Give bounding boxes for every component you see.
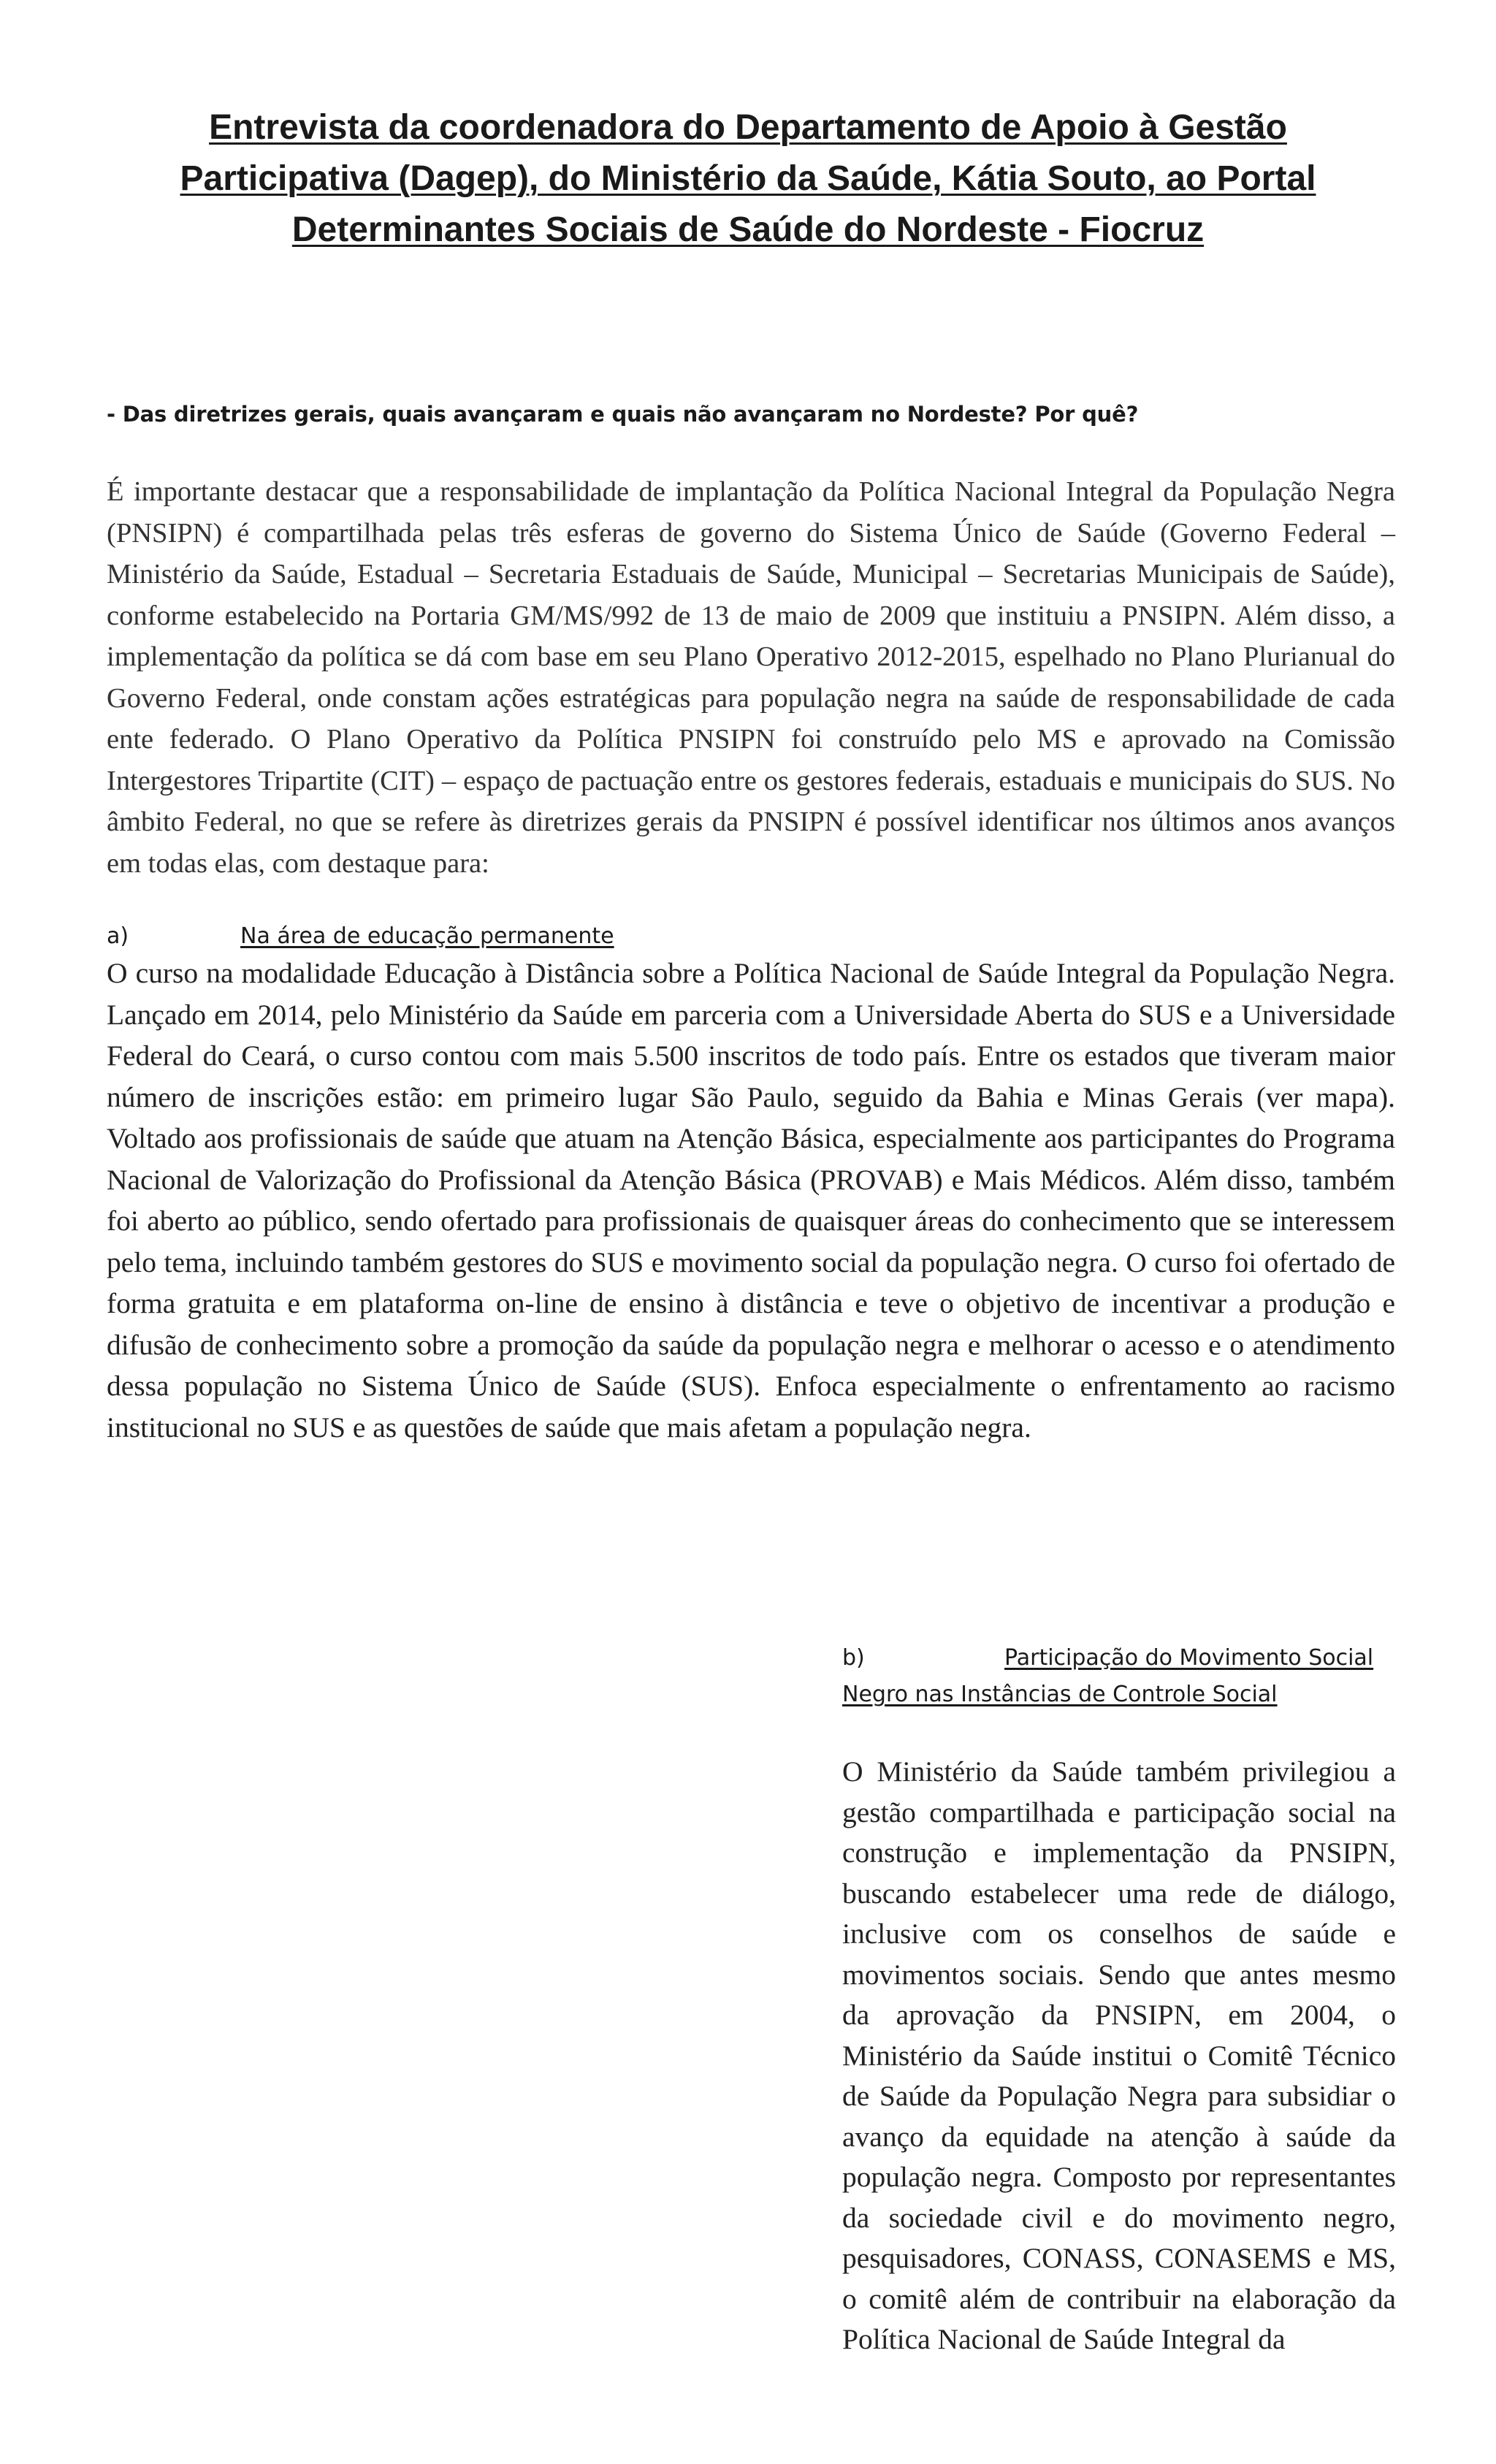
section-b-heading: Participação do Movimento Social Negro nas Instâncias de Controle Social [842, 1645, 1374, 1707]
section-b-body: O Ministério da Saúde também privilegiou a gestão compartilhada e participação social na construção e implementação da PNSIPN, buscando estabelecer uma rede de diálogo, inclusive com os conselhos de saúde e movimentos sociais. Sendo que antes mesmo da aprovação da PNSIPN, em 2004, o Ministério da Saúde institui o Comitê Técnico de Saúde da População Negra para subsidiar o avanço da equidade na atenção à saúde da população negra. Composto por representantes da sociedade civil e do movimento negro, pesquisadores, CONASS, CONASEMS e MS, o comitê além de contribuir na elaboração da Política Nacional de Saúde Integral da [842, 1755, 1396, 2355]
section-a-heading: Na área de educação permanente [240, 923, 614, 949]
intro-paragraph: É importante destacar que a responsabilidade de implantação da Política Nacional Integral da População Negra (PNSIPN) é compartilhada pelas três esferas de governo do Sistema Único de Saúde (Governo Federal – Ministério da Saúde, Estadual – Secretaria Estaduais de Saúde, Municipal – Secretarias Municipais de Saúde), conforme estabelecido na Portaria GM/MS/992 de 13 de maio de 2009 que instituiu a PNSIPN. Além disso, a implementação da política se dá com base em seu Plano Operativo 2012-2015, espelhado no Plano Plurianual do Governo Federal, onde constam ações estratégicas para população negra na saúde de responsabilidade de cada ente federado. O Plano Operativo da Política PNSIPN foi construído pelo MS e aprovado na Comissão Intergestores Tripartite (CIT) – espaço de pactuação entre os gestores federais, estaduais e municipais do SUS. No âmbito Federal, no que se refere às diretrizes gerais da PNSIPN é possível identificar nos últimos anos avanços em todas elas, com destaque para: [107, 476, 1395, 879]
section-a-body: O curso na modalidade Educação à Distância sobre a Política Nacional de Saúde Integral da População Negra. Lançado em 2014, pelo Ministério da Saúde em parceria com a Universidade Aberta do SUS e a Universidade Federal do Ceará, o curso contou com mais 5.500 inscritos de todo país. Entre os estados que tiveram maior número de inscrições estão: em primeiro lugar São Paulo, seguido da Bahia e Minas Gerais (ver mapa). Voltado aos profissionais de saúde que atuam na Atenção Básica, especialmente aos participantes do Programa Nacional de Valorização do Profissional da Atenção Básica (PROVAB) e Mais Médicos. Além disso, também foi aberto ao público, sendo ofertado para profissionais de quaisquer áreas do conhecimento que se interessem pelo tema, incluindo também gestores do SUS e movimento social da população negra. O curso foi ofertado de forma gratuita e em plataforma on-line de ensino à distância e teve o objetivo de incentivar a produção e difusão de conhecimento sobre a promoção da saúde da população negra e melhorar o acesso e o atendimento dessa população no Sistema Único de Saúde (SUS). Enfoca especialmente o enfrentamento ao racismo institucional no SUS e as questões de saúde que mais afetam a população negra. [107, 957, 1395, 1443]
section-b-heading-row [842, 1640, 1396, 1713]
section-a-marker: a) [107, 923, 129, 949]
interview-question: - Das diretrizes gerais, quais avançaram e quais não avançaram no Nordeste? Por quê? [107, 402, 1139, 427]
document-title: Entrevista da coordenadora do Departamento de Apoio à Gestão Participativa (Dagep), do Ministério da Saúde, Kátia Souto, ao Portal Determinantes Sociais de Saúde do Nordeste - Fiocruz [180, 108, 1316, 249]
section-a-heading-row [107, 922, 1392, 951]
section-b-marker: b) [842, 1645, 865, 1671]
